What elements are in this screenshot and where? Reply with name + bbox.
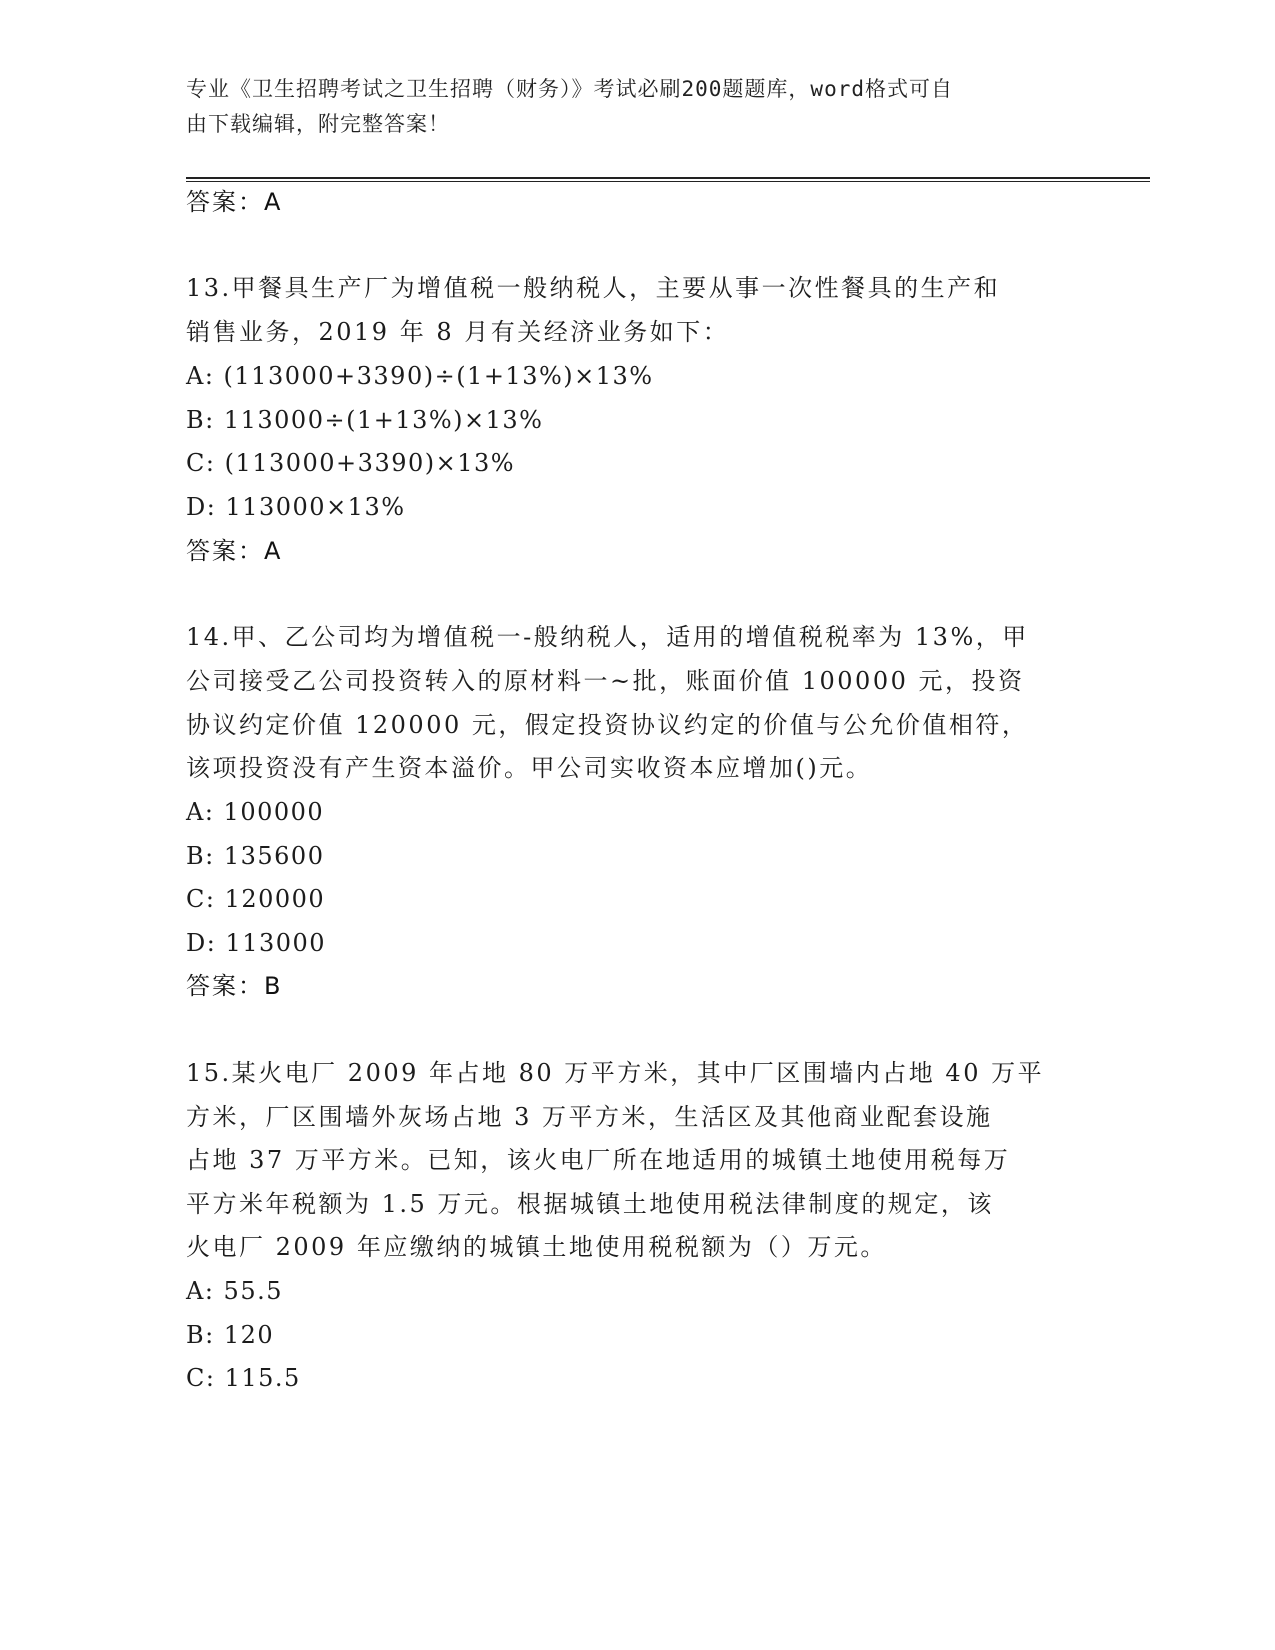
q14-answer: 答案：B — [186, 972, 283, 1000]
q13-option-d: D: 113000×13% — [186, 493, 406, 521]
q14-option-a: A: 100000 — [186, 798, 325, 826]
q15-option-a: A: 55.5 — [186, 1277, 283, 1305]
q15-text-line-1: 15.某火电厂 2009 年占地 80 万平方米，其中厂区围墙内占地 40 万平 — [186, 1059, 1045, 1087]
q15-text-line-2: 方米，厂区围墙外灰场占地 3 万平方米，生活区及其他商业配套设施 — [186, 1103, 993, 1131]
q15-option-b: B: 120 — [186, 1321, 275, 1349]
q14-text-line-2: 公司接受乙公司投资转入的原材料一~批，账面价值 100000 元，投资 — [186, 667, 1025, 695]
q13-text-line-2: 销售业务，2019 年 8 月有关经济业务如下： — [186, 318, 730, 346]
q13-answer: 答案：A — [186, 537, 283, 565]
previous-answer: 答案：A — [186, 188, 283, 216]
q15-text-line-3: 占地 37 万平方米。已知，该火电厂所在地适用的城镇土地使用税每万 — [186, 1146, 1011, 1174]
q14-option-c: C: 120000 — [186, 885, 326, 913]
q14-text-line-1: 14.甲、乙公司均为增值税一-般纳税人，适用的增值税税率为 13%，甲 — [186, 623, 1029, 651]
header-line-2: 由下载编辑，附完整答案！ — [186, 112, 450, 136]
q15-option-c: C: 115.5 — [186, 1364, 301, 1392]
q14-option-b: B: 135600 — [186, 842, 325, 870]
header-divider — [186, 177, 1150, 182]
document-header — [186, 72, 1066, 142]
q13-text-line-1: 13.甲餐具生产厂为增值税一般纳税人，主要从事一次性餐具的生产和 — [186, 274, 1001, 302]
header-line-1: 专业《卫生招聘考试之卫生招聘（财务）》考试必刷200题题库，word格式可自 — [186, 77, 953, 101]
q13-option-a: A: (113000+3390)÷(1+13%)×13% — [186, 362, 654, 390]
q14-text-line-3: 协议约定价值 120000 元，假定投资协议约定的价值与公允价值相符， — [186, 711, 1029, 739]
q14-option-d: D: 113000 — [186, 929, 327, 957]
q13-option-c: C: (113000+3390)×13% — [186, 449, 516, 477]
q15-text-line-5: 火电厂 2009 年应缴纳的城镇土地使用税税额为（）万元。 — [186, 1233, 887, 1261]
q14-text-line-4: 该项投资没有产生资本溢价。甲公司实收资本应增加()元。 — [186, 754, 873, 782]
q13-option-b: B: 113000÷(1+13%)×13% — [186, 406, 544, 434]
q15-text-line-4: 平方米年税额为 1.5 万元。根据城镇土地使用税法律制度的规定，该 — [186, 1190, 994, 1218]
